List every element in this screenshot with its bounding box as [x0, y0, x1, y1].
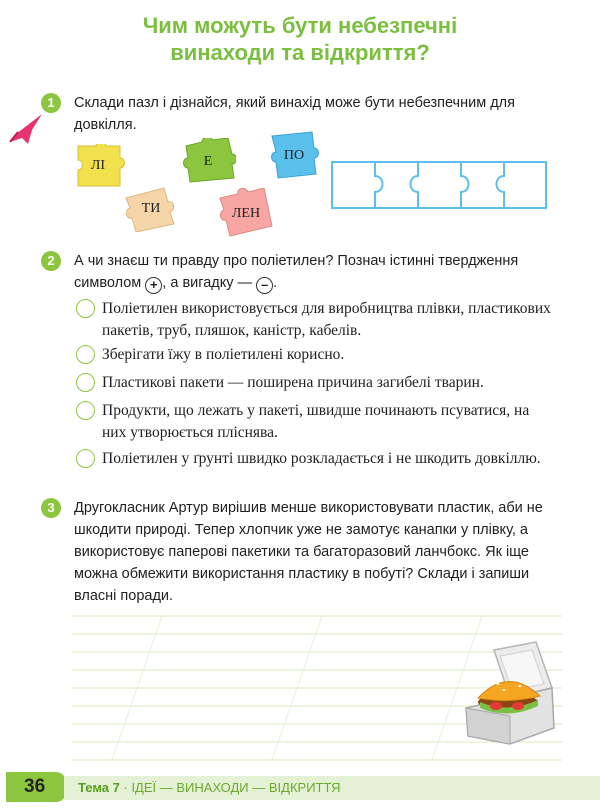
- puzzle-piece-label: ЛЕН: [231, 206, 261, 221]
- statement-text: Поліетилен використовується для виробництва плівки, пластикових пакетів, труб, пляшок, каністр, кабелів.: [102, 300, 551, 339]
- footer-topic-strip: [64, 776, 600, 800]
- statement-item: [76, 344, 556, 366]
- page-title-line-1: Чим можуть бути небезпечні: [142, 13, 458, 38]
- puzzle-piece-li[interactable]: [76, 144, 126, 188]
- puzzle-piece-len[interactable]: [218, 188, 274, 238]
- puzzle-piece-po[interactable]: [268, 130, 324, 180]
- puzzle-answer-strip[interactable]: [330, 158, 550, 212]
- page-title-line-2: винаходи та відкриття?: [170, 40, 430, 65]
- statement-text: Поліетилен у ґрунті швидко розкладається і не шкодить довкіллю.: [102, 450, 541, 467]
- task-2-text-middle: , а вигадку —: [162, 275, 253, 291]
- puzzle-piece-label: ЛІ: [90, 158, 106, 173]
- statement-item: [76, 372, 556, 394]
- puzzle-piece-label: ПО: [283, 148, 305, 163]
- statement-text: Продукти, що лежать у пакеті, швидше починають псуватися, на них утворюється пліснява.: [102, 402, 530, 441]
- page-number: 36: [6, 772, 66, 802]
- task-2-text: [74, 250, 562, 294]
- task-3-number: 3: [41, 498, 61, 518]
- statement-item: [76, 448, 556, 470]
- puzzle-piece-ty[interactable]: [124, 186, 182, 232]
- answer-circle[interactable]: [76, 345, 95, 364]
- statement-item: [76, 400, 556, 444]
- task-1-number: 1: [41, 93, 61, 113]
- footer-topic-title: ІДЕЇ — ВИНАХОДИ — ВІДКРИТТЯ: [131, 780, 341, 795]
- lunch-box-illustration: [460, 640, 560, 750]
- pointer-arrow-icon: [8, 112, 44, 146]
- plus-symbol-icon: +: [145, 277, 162, 294]
- footer-separator: ·: [119, 780, 132, 795]
- statement-item: [76, 298, 556, 342]
- puzzle-piece-e[interactable]: [180, 138, 236, 184]
- answer-circle[interactable]: [76, 449, 95, 468]
- answer-circle[interactable]: [76, 373, 95, 392]
- statement-text: Зберігати їжу в поліетилені корисно.: [102, 346, 345, 363]
- answer-circle[interactable]: [76, 401, 95, 420]
- minus-symbol-icon: –: [256, 277, 273, 294]
- page-title: [0, 12, 600, 66]
- task-1-text: Склади пазл і дізнайся, який винахід може бути небезпечним для довкілля.: [74, 95, 515, 133]
- task-3-text: Другокласник Артур вирішив менше використовувати пластик, аби не шкодити природі. Тепер хлопчик уже не замотує канапки у плівку, а використовує паперові пакетики та багаторазовий ланчбокс. Як іще можна обмежити використання пластику в побуті? Склади і запиши власні поради.: [74, 500, 543, 604]
- footer-topic: Тема 7: [78, 780, 120, 795]
- puzzle-piece-label: ТИ: [141, 201, 161, 216]
- task-2-text-after: .: [273, 275, 278, 291]
- task-2-number: 2: [41, 251, 61, 271]
- answer-circle[interactable]: [76, 299, 95, 318]
- statement-text: Пластикові пакети — поширена причина загибелі тварин.: [102, 374, 484, 391]
- puzzle-piece-label: Е: [203, 154, 213, 169]
- task-2-text-before: А чи знаєш ти правду про поліетилен? Познач істинні твердження символом: [74, 253, 519, 291]
